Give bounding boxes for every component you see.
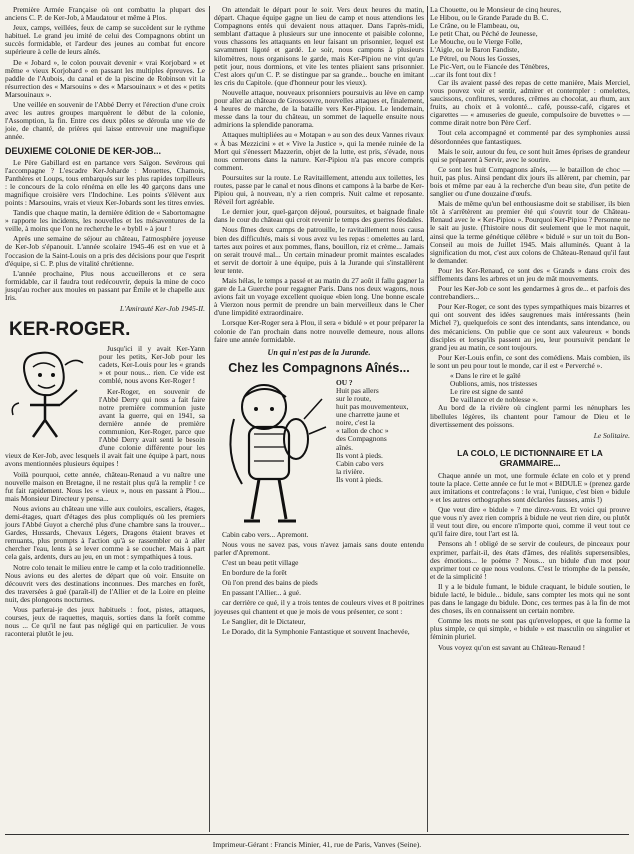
paragraph: Nous vous ne savez pas, vous n'avez jamais sans doute entendu parler d'Apremont. xyxy=(214,539,424,557)
paragraph: Car ils avaient passé des repas de cette manière, Mais Merciel, vous pouvez voir et sentir, admirer et contempler : omelettes, saucissons, confitures, verdures, crêmes au chocolat, au rhum, aux fruits, au choix et à volonté... café, pousse-café, cigares et cigarettes — « amuseries de gueule, compulsoire de buvettes » — comme dirait notre bon Père Cerf. xyxy=(430,77,630,128)
paragraph: Mais de même qu'un bel enthousiasme doit se stabiliser, ils bien tôt à s'arrêtèrent au premier été qui s'ouvrit tour de Château-Renaud avec le « Ker-Pipiou ». Pourquoi Ker-Pipiou ? Personne ne le sait au juste. (l'histoire nous dit seulement que le mot naquit, ainsi que la terme génétique célèbre « bidulé » sur un toit du Bon-Conseil au mois de Juillet 1945. Mais alluminés. Quant à la signification du mot, c'est aux colons de Château-Renaud qu'il faut le demander. xyxy=(430,199,630,265)
poem-line: Ils vont à pieds. xyxy=(336,474,383,484)
poem-line: Ils vont à pieds. xyxy=(336,450,383,460)
paragraph: Jusqu'ici il y avait Ker-Yann pour les petits, Ker-Job pour les cadets, Ker-Louis pour les « grands » et pour nous... rien. Ce vide est comblé, nous avons Ker-Roger ! xyxy=(99,344,205,386)
paragraph: Le dernier jour, quel-garçon déjoué, poursuites, et baignade finale dans le cour du château qui croit revenir le temps des guerres féodales. xyxy=(214,207,424,225)
paragraph: Pour Ker-Roger, ce sont des types sympathiques mais bizarres et qui ont souvent des idées saugrenues mais intéressants (hein Michel ?), quelquefois ce sont des intendants, sans intendance, ou des mécaniciens. On publie que ce sont aux valeureux « bonds disciples et lorsqu'ils passent au jeu, leur poursuivit pendant le grand jeu au matin, ce sont toujours. xyxy=(430,302,630,352)
paragraph: Tandis que chaque matin, la dernière édition de « Sabortomagne » rapporte les incidents, les nouvelles et les mésaventures de la veille, à moins que l'on ne recherche le « bybll » à jour ! xyxy=(5,208,205,234)
poem-line: noire, c'est la xyxy=(336,418,375,428)
list-compagnons xyxy=(430,6,630,79)
poem-line: une charrette jaune et xyxy=(336,410,400,420)
paragraph: En passant l'Allier... à gué. xyxy=(222,588,301,598)
paragraph: Pour les Ker-Job ce sont les gendarmes à gros de... et parfois des contrebandiers... xyxy=(430,284,630,302)
footer-rule xyxy=(5,834,629,835)
paragraph: Comme les mots ne sont pas qu'enveloppes, et que la forme la plus simple, ce qui simple, « bidule » est masculin ou singulier et féminin pluriel. xyxy=(430,616,630,642)
list-line: La Chouette, ou le Monsieur de cinq heures, xyxy=(430,5,562,14)
verse-line: Le rire est signe de santé xyxy=(450,387,524,397)
poem-line: Huit pas allers xyxy=(336,385,379,395)
poem-line: « tallon de choc » xyxy=(336,426,389,436)
paragraph: Ker-Roger, en souvenir de l'Abbé Derry qui nous a fait faire notre première communion juste avant la guerre, qui en 1941, sa dernière année de première communion, Ker-Roger, parce que l'Abbé Derry avait senti le besoin d'une colonie différente pour les vieux de Ker-Job, avec lesquels il avait fait une équipe à part, nous avons mentionnées plusieurs équipes ! xyxy=(5,386,205,469)
verse-line: De vaillance et de noblesse ». xyxy=(450,395,538,405)
paragraph: Pour Ker-Louis enfin, ce sont des comédiens. Mais combien, ils le sont un peu pour tout le monde, car il est « Perverché ». xyxy=(430,352,630,370)
poem-line: aînés. xyxy=(336,442,354,452)
list-line: Le petit Chat, ou Péché de Jeunesse, xyxy=(430,29,538,39)
column-middle xyxy=(214,6,424,638)
poem-line: Cabin cabo vers xyxy=(336,458,384,468)
paragraph: Poursuites sur la route. Le Ravitaillement, attendu aux toilettes, les routes, passe par le canal et nous dînons et campons à la barbe de Ker-Pipiou qui, à nouveau, n'y a rien compris. Nuit calme et reposante. Réveil fort agréable. xyxy=(214,172,424,207)
paragraph: Cabin cabo vers... Apremont. xyxy=(222,529,309,539)
verse-line: « Dans le rire et le gaîté xyxy=(450,371,521,381)
paragraph: Attaques multipliées au « Motapan » au son des deux Vannes rivaux « À bas Mezzicini » et « Vive la Justice », qui la menée ruinée de la Mort qui s'ènessert Mazzerin, objet de la lutte, est pris, s'évade, nous nous cernerons dans la nature. Ker-Pipiou n'a pas encore compris comment. xyxy=(214,130,424,172)
quatrain xyxy=(450,372,630,404)
poem-line: la rivière. xyxy=(336,466,365,476)
poem-line: OU ? xyxy=(336,377,353,387)
paragraph: Voilà pourquoi, cette année, château-Renaud a vu naître une nouvelle maison en Bretagne, il ne restait plus qu'à la remplir ! ce fut fait rapidement. Nous les « vieux », nous en passant à Plou... mais Monsieur Directeur y pensa... xyxy=(5,469,205,503)
paragraph: Lorsque Ker-Roger sera à Plou, il sera « bidulé » et pour préparer la colonie de l'an prochain dans notre nouvelle demeure, nous allons faire une année formidable. xyxy=(214,318,424,344)
list-line: Le Crâne, ou le Flambeau, ou, xyxy=(430,21,520,31)
paragraph: Mais hélas, le temps a passé et au matin du 27 août il fallu gagner la gare de La Guerche pour regagner Paris. Dans nos deux wagons, nous avions fait un voyage excellent quoique «bien long. Une bonne escale à Vierzon nous permit de prendre un bain merveilleux dans le Cher d'une limpidité extraordinaire. xyxy=(214,276,424,318)
column-right xyxy=(430,6,630,654)
paragraph: Nouvelle attaque, nouveaux prisonniers poursuivis au lève en camp pour aller au château de Grossouvre, nouvelles attaques et, finalement, 4 heures de marche, de la bataille vers Ker-Pipiou. Le lendemain, messe dans la tour du château, un sommet de laquelle ensuite nous admirions la splendide panorama. xyxy=(214,87,424,130)
list-line: Le Pic-Vert, ou le Fiancée des Ténèbres, xyxy=(430,61,550,71)
paragraph: Où l'on prend des bains de pieds xyxy=(222,578,318,588)
column-divider-1 xyxy=(209,6,210,832)
paragraph: De « Jobard », le colon pouvait devenir « vrai Korjobard » et même « vieux Korjobard » en passant les multiples épreuves. Le paddle de l'Aubois, du canal et de la piscine de Robinson vit la résurrection des « Marsouins » des « Marsouinaux » et des « petits Marsouinaux ». xyxy=(5,57,205,99)
list-line: Le Hibou, ou le Grande Parade du B. C. xyxy=(430,13,549,23)
poem-line: huit pas mouvementeux, xyxy=(336,402,409,412)
paragraph: Pensons ah ! obligé de se servir de couleurs, de pinceaux pour exprimer, parfait-il, des états d'âmes, des réalités supersensibles, des émotions... le poème ? Nous... un bidule d'un mot pour exprimer tout ce que nous voulons. C'est le triomphe de la pensée, et de la simplicité ! xyxy=(430,539,630,581)
paragraph: car derrière ce qué, il y a trois tentes de couleurs vives et 8 poitrines joyeuses qui chantent et que je mois de vous présenter, ce sont : xyxy=(214,598,424,616)
paragraph: Ce sont les huit Compagnons aînés, — le bataillon de choc — huit, pas plus. Ainsi pendant dix jours ils allèrent, par chemin, par bois et même par eau à la recherche d'un beau site, d'un petite de sanglier ou d'une douzaine d'œufs. xyxy=(430,164,630,199)
list-line: Le Pétrel, ou Nous les Gosses, xyxy=(430,53,521,63)
list-line: ...car ils font tout dix ! xyxy=(430,69,497,79)
paragraph: Tout cela accompagné et commenté par des symphonies aussi désordonnées que fantastiques. xyxy=(430,128,630,146)
paragraph: Une veillée en souvenir de l'Abbé Derry et l'érection d'une croix avec les autres groupes marquèrent le début de la colonie, l'Assomption, la fin. Entre ces deux pôles se déroula une vie de joie, de chanté, de prières qui laisse entrevoir une magnifique année. xyxy=(5,100,205,142)
verse-line: Oublions, amis, nos tristesses xyxy=(450,379,538,389)
paragraph: Nous avions au château une ville aux couloirs, escaliers, étages, demi-étages, quart d'étages des plus compliqués où les premiers jours l'Abbé Guyot a cherché plus d'une chambre sans la trouver... Gardes, Hussards, Chevaux Légers, Dragons étaient braves et remuants, plus prompts à l'action qu'à se rassembler ou à aller chercher l'eau, lents à se lever comme à se coucher. Mais à part cela gais, ardents, durs au jeu, en un mot : sympathiques à tous. xyxy=(5,503,205,562)
paragraph: Mais le soir, autour du feu, ce sont huit âmes éprises de grandeur qui se préparent à Servir, avec le sourire. xyxy=(430,146,630,164)
signature-jurande: Un qui n'est pas de la Jurande. xyxy=(267,347,371,357)
paragraph: Vous parlerai-je des jeux habituels : foot, pistes, attaques, courses, jeux de raquettes, maquis, sorties dans la forêt comme nous ... Ce qu'il ne faut pas négligé qui en particulier. Je vous raconterai plutôt le jeu. xyxy=(5,605,205,639)
poem-line: sur le route, xyxy=(336,393,372,403)
list-line: L'Aigle, ou le Baron Fandiste, xyxy=(430,45,520,55)
section-title-ker-roger: KER-ROGER. xyxy=(9,319,131,341)
paragraph: Le Dorado, dit la Symphonie Fantastique et souvent Inachevée, xyxy=(222,626,410,636)
paragraph: C'est un beau petit village xyxy=(222,558,299,568)
paragraph: Première Armée Française où ont combattu la plupart des anciens C. P. de Ker-Job, à Maudatour et même à Plos. xyxy=(5,5,205,23)
paragraph: En bordure de la forêt xyxy=(222,568,287,578)
column-left xyxy=(5,6,205,640)
poem-line: des Compagnons xyxy=(336,434,387,444)
cartoon-hussard-illustration xyxy=(5,345,95,445)
paragraph: Après une semaine de séjour au château, l'atmosphère joyeuse de Ker-Job s'épanouit. L'année scolaire 1945-46 est en vue et à l'occasion de la Saint-Louis on a pris des décisions pour que l'esprit d'équipe, si C. P. plus de vitalité chrétienne. xyxy=(5,234,205,268)
paragraph: Nous fîmes deux camps de patrouille, le ravitaillement nous causa bien des difficultés, mais si vous avez vu les repas : omelettes au lard, tartes aux poires et aux pommes, flans, bouillon, riz et crème... Jamais on serait trouvé mal... Un certain minadeur promit maintes escalades et servit de dortoir à une équipe, puis à la Jurande qui s'installèrent leur tente. xyxy=(214,225,424,275)
paragraph: On attendait le départ pour le soir. Vers deux heures du matin, départ. Chaque équipe gagne un lieu de camp et nous attendions les Compagnons entés qui devaient nous attaquer. Dans l'après-midi, semblant d'attaque à plusieurs sur une innocente et paisible colonne, vous chassons les attaquants en leur faisant un prisonnier, lequel est savamment ligoté et gardé. Le soir, nous campons à plusieurs kilomètres, nous organisons le garde, mais Ker-Pipiou ne vint qu'au petit jour, nous dormions, et vite les tentes pliaient sans prisonnier. C'est alors qu'un C. P. se distingue par sa grande... bouche en imitant les cris du Capitole. (que d'honneur pour les vieux). xyxy=(214,5,424,87)
paragraph: Vous voyez qu'on est savant au Château-Renaud ! xyxy=(438,642,586,652)
paragraph: Le Père Gabillard est en partance vers Saïgon. Sevérous qui l'accompagne ? L'escadre Ker-Joharde : Mouettes, Chamois, Panthères et Loups, tous embarqués sur les plus rapides torpilleurs : le concours de la colo rénéma en elle les 40 garçons dans une magnifique croisière vers l'Indochine. Les points s'élèvent aux points : Marsouins, vrais et vieux Ker-Jobards sont les titres envies. xyxy=(5,157,205,207)
paragraph: Il y a le bidule fumant, le bidule craquant, le bidule soutien, le bidule lacté, le bidule... bidule, sans compter les mots qui ne sont pas dans le langage du bidule. Donc, ces termes pas à la fin de mot des choses, ils en connaissent un certain nombre. xyxy=(430,581,630,616)
section-title-colo-dictionnaire: LA COLO, LE DICTIONNAIRE ET LA GRAMMAIRE... xyxy=(457,447,603,468)
signature-amiraute: L'Amirauté Ker-Job 1945-II. xyxy=(120,304,205,314)
paragraph: L'année prochaine, Plus nous accueillerons et ce sera formidable, car il faudra tout redécouvrir, depuis la mine de coco jusqu'au rocher aux moules en passant par Émile et le chapelle aux Iris. xyxy=(5,268,205,302)
column-divider-2 xyxy=(427,6,428,832)
paragraph: Pour les Ker-Renaud, ce sont des « Grands » dans croix des sifflements dans les arbres et un jeu de mât mouvements. xyxy=(430,265,630,283)
paragraph: Jeux, camps, veillées, feux de camp se succèdent sur le rythme habituel. Le grand jeu imité de celui des Compagnons obtint un succès formidable, et l'ardeur des jeunes au combat fut encore supérieure à celle de leurs aînés. xyxy=(5,23,205,57)
list-line: Le Mouche, ou le Vierge Folle, xyxy=(430,37,523,47)
paragraph: Notre colo tenait le milieu entre le camp et la colo traditionnelle. Nous avions eu des alertes de départ que où voir. Ensuite on découvrit vers des destinations inconnues. Des marches en forêt, des traversées à gué (paraît-il) de l'Allier et de la Loire en pleine nuit, des plongeons nocturnes. xyxy=(5,562,205,604)
cartoon-hiker-backpack-illustration xyxy=(214,379,332,529)
printer-imprint: Imprimeur-Gérant : Francis Minier, 41, rue de Paris, Vanves (Seine). xyxy=(212,840,422,849)
section-title-compagnons-aines: Chez les Compagnons Aînés... xyxy=(228,360,410,375)
section-heading-deuxieme-colonie: DEUXIEME COLONIE DE KER-JOB... xyxy=(5,145,162,156)
paragraph: Que veut dire « bidule » ? me direz-vous. Et voici qui prouve que vous n'y avez rien compris à bidule ne veut rien dire, ou plutôt il veut tout dire, ou encore n'importe quoi, comme il veut tout ce qu'il faire dire, tout l'art est là. xyxy=(430,505,630,539)
paragraph: Le Sanglier, dit le Dictateur, xyxy=(222,616,306,626)
paragraph: Au bord de la rivière où cinglent parmi les nénuphars les libellules légères, ils chantent pour l'amour de Dieu et le divertissement des poissons. xyxy=(430,403,630,429)
signature-solitaire: Le Solitaire. xyxy=(593,430,630,440)
paragraph: Chaque année un mot, une formule éclate en colo et y prend toute la place. Cette année ce fut le mot « BIDULE » (prenez garde aux imitations et contrefaçons : le vrai, l'unique, c'est bien « bidule » et les autres orthographes sont déclarées fausses, amis !) xyxy=(430,470,630,504)
